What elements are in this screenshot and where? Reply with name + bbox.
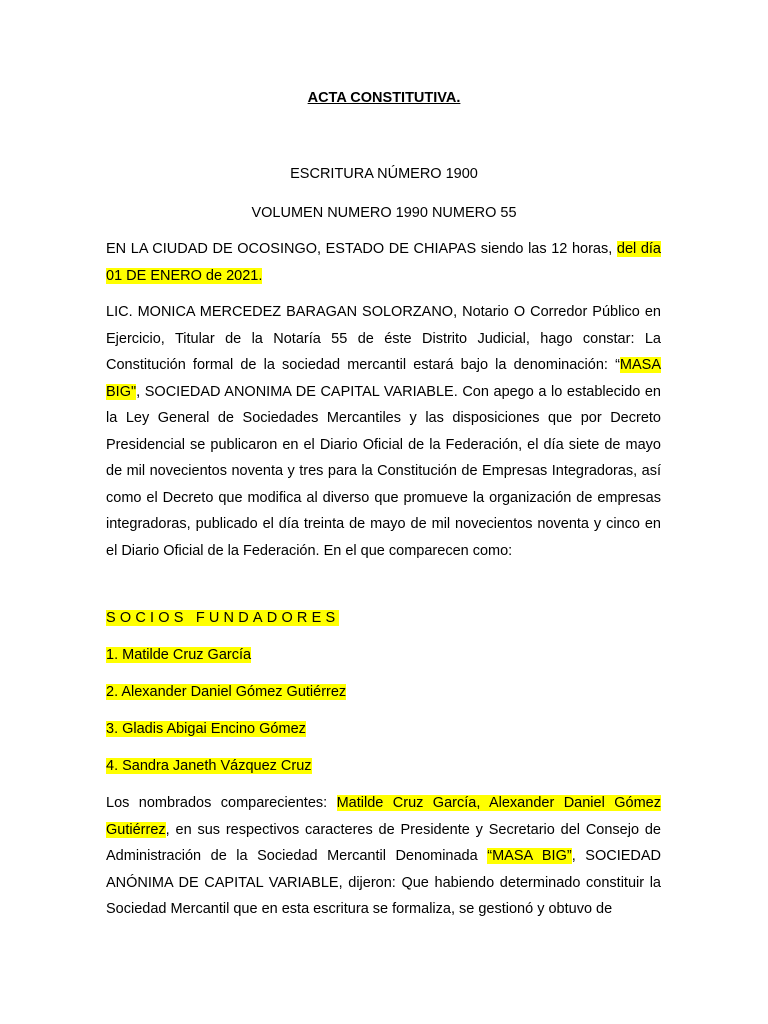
socio-name: 3. Gladis Abigai Encino Gómez — [106, 721, 306, 737]
company-name-highlight-2: “MASA BIG” — [487, 848, 572, 864]
socio-name: 4. Sandra Janeth Vázquez Cruz — [106, 758, 312, 774]
comparecientes-paragraph — [106, 790, 661, 923]
escritura-number: ESCRITURA NÚMERO 1900 — [290, 166, 478, 182]
socio-item — [106, 647, 251, 663]
notary-text-1: LIC. MONICA MERCEDEZ BARAGAN SOLORZANO, Notario O Corredor Público en Ejercicio, Titular de la Notaría 55 de éste Distrito Judicial, hago constar: La Constitución formal de la sociedad mercantil estará bajo la denominación: “ — [106, 304, 661, 373]
socio-item — [106, 758, 312, 774]
notary-text-2: , SOCIEDAD ANONIMA DE CAPITAL VARIABLE. Con apego a lo establecido en la Ley General de Sociedades Mercantiles y las disposiciones que por Decreto Presidencial se publicaron en el Diario Oficial de la Federación, el día siete de mayo de mil novecientos noventa y tres para la Constitución de Empresas Integradoras, así como el Decreto que modifica al diverso que promueve la organización de empresas integradoras, publicado el día treinta de mayo de mil novecientos noventa y cinco en el Diario Oficial de la Federación. En el que comparecen como: — [106, 383, 661, 559]
volumen-number: VOLUMEN NUMERO 1990 NUMERO 55 — [251, 205, 517, 221]
document-title: ACTA CONSTITUTIVA. — [307, 90, 461, 106]
socio-name: 1. Matilde Cruz García — [106, 647, 252, 663]
socio-item — [106, 684, 346, 700]
intro-highlight: del día 01 DE ENERO de 2021. — [106, 241, 661, 284]
comparecientes-text-2: , en sus respectivos caracteres de Presidente y Secretario del Consejo de Administración de la Sociedad Mercantil Denominada — [106, 821, 661, 864]
socios-heading-text: SOCIOS FUNDADORES — [106, 610, 340, 626]
intro-text: EN LA CIUDAD DE OCOSINGO, ESTADO DE CHIAPAS siendo las 12 horas, — [106, 241, 617, 257]
company-name-highlight: MASA BIG" — [106, 357, 661, 400]
intro-paragraph — [106, 236, 661, 289]
comparecientes-text-1: Los nombrados comparecientes: — [106, 795, 337, 811]
socio-name: 2. Alexander Daniel Gómez Gutiérrez — [106, 684, 347, 700]
socios-heading — [106, 610, 339, 626]
comparecientes-names-highlight: Matilde Cruz García, Alexander Daniel Gómez Gutiérrez — [106, 795, 661, 838]
comparecientes-text-3: , SOCIEDAD ANÓNIMA DE CAPITAL VARIABLE, dijeron: Que habiendo determinado constituir la Sociedad Mercantil que en esta escritura se formaliza, se gestionó y obtuvo de — [106, 848, 662, 917]
socio-item — [106, 721, 306, 737]
notary-paragraph — [106, 299, 661, 564]
